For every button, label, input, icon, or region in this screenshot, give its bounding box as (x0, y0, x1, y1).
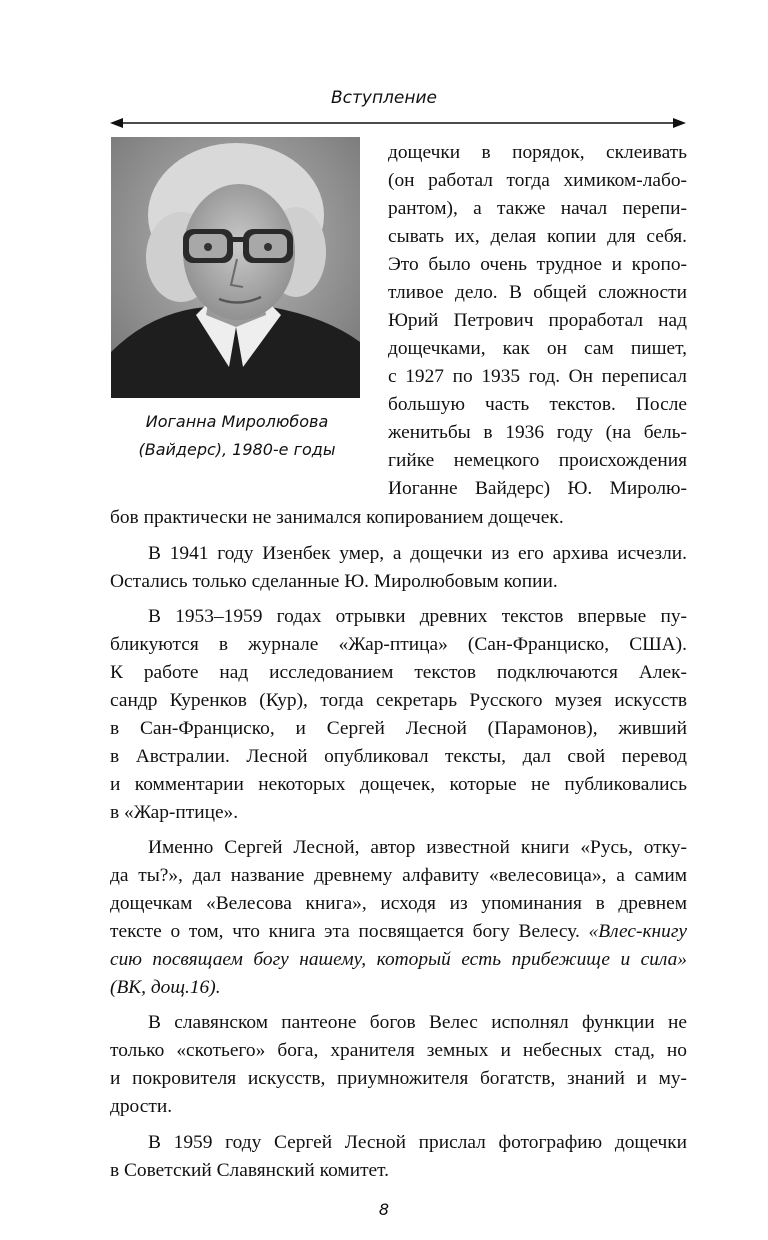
text-line: В славянском пантеоне богов Велес исполнял функции не (148, 1012, 687, 1033)
text-line: Остались только сделанные Ю. Миролюбовым копии. (110, 571, 558, 592)
text-line: бликуются в журнале «Жар-птица» (Сан-Франциско, США). (110, 634, 687, 655)
text-line: Именно Сергей Лесной, автор известной книги «Русь, отку- (148, 837, 687, 858)
text-line (110, 918, 687, 946)
running-header: Вступление (330, 88, 438, 108)
text-line: в Сан-Франциско, и Сергей Лесной (Парамонов), живший (110, 718, 687, 739)
text-line: только «скотьего» бога, хранителя земных и небесных стад, но (110, 1040, 687, 1061)
text-line: дощечки в порядок, склеивать (388, 142, 687, 163)
text-line: В 1959 году Сергей Лесной прислал фотографию дощечки (148, 1132, 687, 1153)
text-line: Это было очень трудное и кропо- (388, 254, 687, 275)
photo-caption (111, 408, 363, 464)
text-line: в «Жар-птице». (110, 802, 239, 823)
text-line: с 1927 по 1935 год. Он переписал (388, 366, 687, 387)
text-line: дощечками, как он сам пишет, (388, 338, 687, 359)
text-line: В 1953–1959 годах отрывки древних текстов впервые пу- (148, 606, 687, 627)
text-line: В 1941 году Изенбек умер, а дощечки из его архива исчезли. (148, 543, 687, 564)
text-line: женитьбы в 1936 году (на бель- (388, 422, 687, 443)
text-line: дощечкам «Велесова книга», исходя из упоминания в древнем (110, 893, 687, 914)
text-line: в Австралии. Лесной опубликовал тексты, дал свой перевод (110, 746, 687, 767)
text-line: Юрий Петрович проработал над (388, 310, 687, 331)
text-line: дрости. (110, 1096, 173, 1117)
header-arrow-rule (110, 116, 686, 130)
text-line: в Советский Славянский комитет. (110, 1160, 390, 1181)
text-line: рантом), а также начал перепи- (388, 198, 687, 219)
text-line: да ты?», дал название древнему алфавиту «велесовица», а самим (110, 865, 687, 886)
text-line: сандр Куренков (Кур), тогда секретарь Русского музея искусств (110, 690, 687, 711)
quote-segment: «Влес-книгу (588, 921, 687, 942)
text-line: сывать их, делая копии для себя. (388, 226, 687, 247)
page-number: 8 (378, 1200, 390, 1219)
text-line: и покровителя искусств, приумножителя богатств, знаний и му- (110, 1068, 687, 1089)
caption-line: (Вайдерс), 1980-е годы (138, 440, 336, 459)
text-line: гийке немецкого происхождения (388, 450, 687, 471)
text-line: (он работал тогда химиком-лабо- (388, 170, 687, 191)
quote-line: сию посвящаем богу нашему, который есть прибежище и сила» (110, 949, 687, 970)
text-line: тливое дело. В общей сложности (388, 282, 687, 303)
portrait-photo (111, 137, 360, 398)
text-line: Иоганне Вайдерс) Ю. Миролю- (388, 478, 687, 499)
text-line: бов практически не занимался копированием дощечек. (110, 507, 564, 528)
text-segment: тексте о том, что книга эта посвящается богу Велесу. (110, 921, 589, 942)
text-line: К работе над исследованием текстов подключаются Алек- (110, 662, 687, 683)
caption-line: Иоганна Миролюбова (145, 412, 329, 431)
text-line: большую часть текстов. После (388, 394, 687, 415)
citation: (ВК, дощ.16). (110, 977, 221, 998)
text-line: и комментарии некоторых дощечек, которые не публиковались (110, 774, 687, 795)
